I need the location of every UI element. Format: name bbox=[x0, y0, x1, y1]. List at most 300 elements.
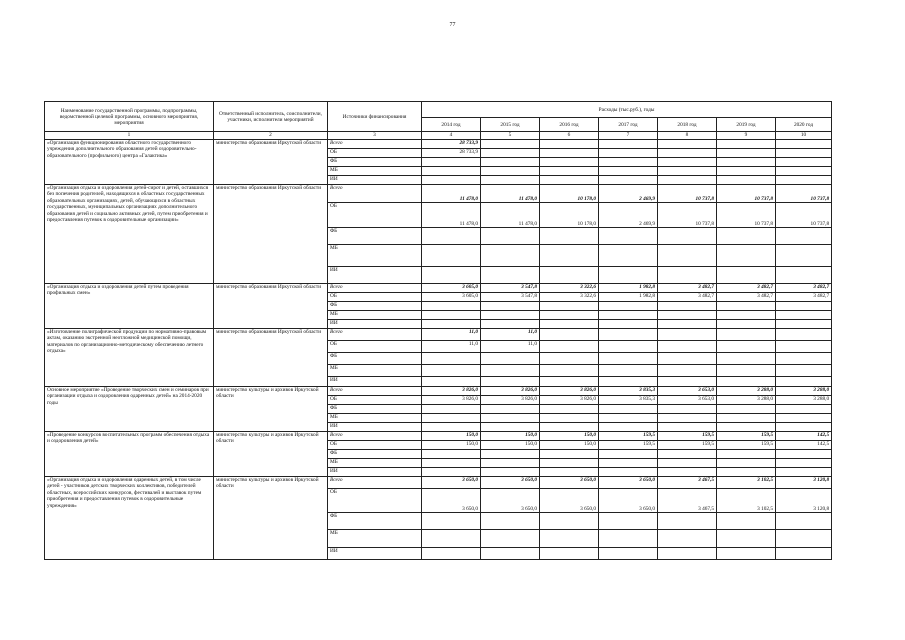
empty-value-cell bbox=[422, 414, 481, 423]
empty-value-cell bbox=[776, 311, 832, 320]
empty-value-cell bbox=[540, 302, 599, 311]
total-value-cell bbox=[776, 329, 832, 341]
ob-value-cell bbox=[599, 341, 658, 353]
funding-source-cell: Всего bbox=[328, 387, 422, 396]
empty-value-cell bbox=[481, 158, 540, 167]
empty-value-cell bbox=[717, 267, 776, 284]
empty-value-cell bbox=[599, 548, 658, 560]
total-value-cell: 3 650,0 bbox=[540, 477, 599, 489]
ob-value-cell: 3 102,5 bbox=[717, 489, 776, 513]
empty-value-cell bbox=[658, 414, 717, 423]
ob-value-cell: 142,5 bbox=[776, 441, 832, 450]
total-value-cell: 3 482,7 bbox=[717, 284, 776, 293]
program-name-cell: «Проведение конкурсов воспитательных программ обеспечения отдыха и оздоровления детей» bbox=[45, 432, 214, 477]
total-value-cell: 3 605,0 bbox=[422, 284, 481, 293]
ob-value-cell bbox=[481, 149, 540, 158]
ob-value-cell: 10 737,8 bbox=[717, 203, 776, 228]
funding-source-cell: ИИ bbox=[328, 267, 422, 284]
funding-source-cell: Всего bbox=[328, 284, 422, 293]
empty-value-cell bbox=[658, 365, 717, 377]
ob-value-cell bbox=[776, 341, 832, 353]
total-value-cell: 3 482,7 bbox=[658, 284, 717, 293]
empty-value-cell bbox=[481, 311, 540, 320]
empty-value-cell bbox=[776, 450, 832, 459]
empty-value-cell bbox=[658, 311, 717, 320]
ob-value-cell: 3 826,0 bbox=[481, 396, 540, 405]
total-value-cell: 150,0 bbox=[540, 432, 599, 441]
empty-value-cell bbox=[658, 530, 717, 548]
ob-value-cell: 3 482,7 bbox=[776, 293, 832, 302]
empty-value-cell bbox=[717, 414, 776, 423]
empty-value-cell bbox=[422, 245, 481, 267]
empty-value-cell bbox=[658, 245, 717, 267]
empty-value-cell bbox=[422, 267, 481, 284]
ob-value-cell: 1 982,8 bbox=[599, 293, 658, 302]
total-value-cell: 3 120,8 bbox=[776, 477, 832, 489]
empty-value-cell bbox=[776, 530, 832, 548]
empty-value-cell bbox=[540, 459, 599, 468]
empty-value-cell bbox=[717, 167, 776, 176]
column-number: 8 bbox=[658, 132, 717, 140]
empty-value-cell bbox=[481, 302, 540, 311]
executor-cell: министерство культуры и архивов Иркутской области bbox=[214, 387, 328, 432]
program-name-cell: Основное мероприятие «Проведение творческих смен и семинаров при организации отдыха и оздоровления одаренных детей» на 2014-2020 годы bbox=[45, 387, 214, 432]
empty-value-cell bbox=[658, 353, 717, 365]
empty-value-cell bbox=[717, 158, 776, 167]
empty-value-cell bbox=[481, 228, 540, 245]
total-value-cell: 3 322,6 bbox=[540, 284, 599, 293]
table-row bbox=[45, 185, 832, 203]
empty-value-cell bbox=[481, 377, 540, 387]
empty-value-cell bbox=[599, 302, 658, 311]
funding-source-cell: ИИ bbox=[328, 176, 422, 185]
total-value-cell: 150,0 bbox=[422, 432, 481, 441]
ob-value-cell: 3 826,0 bbox=[540, 396, 599, 405]
empty-value-cell bbox=[540, 228, 599, 245]
total-value-cell: 2 469,9 bbox=[599, 185, 658, 203]
column-number: 3 bbox=[328, 132, 422, 140]
empty-value-cell bbox=[717, 302, 776, 311]
empty-value-cell bbox=[658, 228, 717, 245]
ob-value-cell: 3 650,0 bbox=[422, 489, 481, 513]
funding-source-cell: ОБ bbox=[328, 441, 422, 450]
header-row bbox=[45, 102, 832, 118]
empty-value-cell bbox=[776, 548, 832, 560]
table-body bbox=[45, 102, 832, 560]
empty-value-cell bbox=[540, 530, 599, 548]
ob-value-cell: 150,0 bbox=[540, 441, 599, 450]
ob-value-cell: 11,0 bbox=[481, 341, 540, 353]
ob-value-cell: 11,0 bbox=[422, 341, 481, 353]
column-number: 6 bbox=[540, 132, 599, 140]
header-year: 2014 год bbox=[422, 118, 481, 132]
table-row bbox=[45, 140, 832, 149]
total-value-cell: 3 288,0 bbox=[776, 387, 832, 396]
funding-source-cell: МБ bbox=[328, 167, 422, 176]
ob-value-cell: 3 605,0 bbox=[422, 293, 481, 302]
funding-source-cell: Всего bbox=[328, 432, 422, 441]
empty-value-cell bbox=[599, 245, 658, 267]
total-value-cell: 150,0 bbox=[481, 432, 540, 441]
empty-value-cell bbox=[599, 320, 658, 329]
empty-value-cell bbox=[599, 158, 658, 167]
ob-value-cell: 150,0 bbox=[481, 441, 540, 450]
ob-value-cell: 3 120,8 bbox=[776, 489, 832, 513]
empty-value-cell bbox=[540, 377, 599, 387]
empty-value-cell bbox=[776, 245, 832, 267]
total-value-cell: 159,5 bbox=[658, 432, 717, 441]
ob-value-cell: 10 737,8 bbox=[776, 203, 832, 228]
empty-value-cell bbox=[776, 267, 832, 284]
total-value-cell: 3 826,0 bbox=[481, 387, 540, 396]
empty-value-cell bbox=[540, 365, 599, 377]
empty-value-cell bbox=[599, 377, 658, 387]
empty-value-cell bbox=[717, 311, 776, 320]
empty-value-cell bbox=[776, 414, 832, 423]
funding-source-cell: МБ bbox=[328, 459, 422, 468]
ob-value-cell: 3 826,0 bbox=[422, 396, 481, 405]
header-year: 2016 год bbox=[540, 118, 599, 132]
program-name-cell: «Организация отдыха и оздоровления детей-сирот и детей, оставшихся без попечения родителей, находящихся в областных государственных образовательных организациях, детей, обучающихся в областных государственных, муниципальных организациях дополнительного образования детей и социально активных детей, путем приобретения и предоставления путевок в оздоровительные организации» bbox=[45, 185, 214, 284]
empty-value-cell bbox=[717, 468, 776, 477]
program-name-cell: «Организация отдыха и оздоровления детей путем проведения профильных смен» bbox=[45, 284, 214, 329]
page-number: 77 bbox=[449, 22, 456, 28]
empty-value-cell bbox=[717, 450, 776, 459]
empty-value-cell bbox=[481, 459, 540, 468]
ob-value-cell: 159,5 bbox=[599, 441, 658, 450]
executor-cell: министерство культуры и архивов Иркутской области bbox=[214, 477, 328, 560]
empty-value-cell bbox=[717, 530, 776, 548]
total-value-cell bbox=[540, 329, 599, 341]
funding-source-cell: ОБ bbox=[328, 396, 422, 405]
empty-value-cell bbox=[717, 459, 776, 468]
total-value-cell bbox=[481, 140, 540, 149]
header-source: Источники финансирования bbox=[328, 102, 422, 132]
empty-value-cell bbox=[422, 405, 481, 414]
ob-value-cell bbox=[540, 149, 599, 158]
empty-value-cell bbox=[422, 450, 481, 459]
table-row bbox=[45, 284, 832, 293]
empty-value-cell bbox=[540, 414, 599, 423]
total-value-cell: 3 288,0 bbox=[717, 387, 776, 396]
ob-value-cell: 3 482,7 bbox=[658, 293, 717, 302]
empty-value-cell bbox=[599, 267, 658, 284]
empty-value-cell bbox=[599, 459, 658, 468]
funding-source-cell: Всего bbox=[328, 329, 422, 341]
total-value-cell: 3 826,0 bbox=[422, 387, 481, 396]
empty-value-cell bbox=[776, 353, 832, 365]
total-value-cell: 11,0 bbox=[422, 329, 481, 341]
empty-value-cell bbox=[540, 450, 599, 459]
empty-value-cell bbox=[481, 176, 540, 185]
empty-value-cell bbox=[422, 302, 481, 311]
ob-value-cell bbox=[717, 341, 776, 353]
empty-value-cell bbox=[540, 158, 599, 167]
total-value-cell: 10 737,8 bbox=[776, 185, 832, 203]
empty-value-cell bbox=[599, 167, 658, 176]
header-program: Наименование государственной программы, подпрограммы, ведомственной целевой программы, основного мероприятия, мероприятия bbox=[45, 102, 214, 132]
empty-value-cell bbox=[540, 167, 599, 176]
empty-value-cell bbox=[540, 405, 599, 414]
header-executor: Ответственный исполнитель, соисполнители, участники, исполнители мероприятий bbox=[214, 102, 328, 132]
funding-source-cell: ФБ bbox=[328, 513, 422, 530]
total-value-cell: 3 835,3 bbox=[599, 387, 658, 396]
total-value-cell bbox=[776, 140, 832, 149]
total-value-cell: 28 733,9 bbox=[422, 140, 481, 149]
empty-value-cell bbox=[599, 365, 658, 377]
funding-source-cell: ОБ bbox=[328, 149, 422, 158]
empty-value-cell bbox=[481, 513, 540, 530]
empty-value-cell bbox=[422, 158, 481, 167]
total-value-cell: 11 478,0 bbox=[481, 185, 540, 203]
header-year: 2018 год bbox=[658, 118, 717, 132]
header-year: 2020 год bbox=[776, 118, 832, 132]
empty-value-cell bbox=[481, 245, 540, 267]
budget-table bbox=[44, 101, 832, 560]
empty-value-cell bbox=[776, 365, 832, 377]
executor-cell: министерство образования Иркутской области bbox=[214, 284, 328, 329]
table-row bbox=[45, 329, 832, 341]
empty-value-cell bbox=[776, 302, 832, 311]
funding-source-cell: ФБ bbox=[328, 228, 422, 245]
empty-value-cell bbox=[540, 548, 599, 560]
funding-source-cell: ОБ bbox=[328, 203, 422, 228]
funding-source-cell: ИИ bbox=[328, 548, 422, 560]
empty-value-cell bbox=[599, 450, 658, 459]
ob-value-cell: 10 178,0 bbox=[540, 203, 599, 228]
empty-value-cell bbox=[540, 353, 599, 365]
funding-source-cell: МБ bbox=[328, 530, 422, 548]
total-value-cell bbox=[658, 140, 717, 149]
empty-value-cell bbox=[717, 423, 776, 432]
executor-cell: министерство образования Иркутской области bbox=[214, 329, 328, 387]
empty-value-cell bbox=[776, 228, 832, 245]
total-value-cell: 10 737,8 bbox=[717, 185, 776, 203]
total-value-cell bbox=[658, 329, 717, 341]
table-row bbox=[45, 477, 832, 489]
total-value-cell: 3 653,0 bbox=[658, 387, 717, 396]
total-value-cell: 159,5 bbox=[599, 432, 658, 441]
empty-value-cell bbox=[422, 377, 481, 387]
empty-value-cell bbox=[658, 450, 717, 459]
total-value-cell: 3 467,5 bbox=[658, 477, 717, 489]
program-name-cell: «Организация функционирования областного государственного учреждения дополнительного образования детей оздоровительно-образовательного (профильного) центра «Галактика» bbox=[45, 140, 214, 185]
ob-value-cell bbox=[658, 149, 717, 158]
empty-value-cell bbox=[658, 513, 717, 530]
funding-source-cell: ОБ bbox=[328, 489, 422, 513]
empty-value-cell bbox=[776, 176, 832, 185]
empty-value-cell bbox=[422, 459, 481, 468]
header-year: 2017 год bbox=[599, 118, 658, 132]
empty-value-cell bbox=[422, 365, 481, 377]
column-number: 1 bbox=[45, 132, 214, 140]
empty-value-cell bbox=[599, 228, 658, 245]
funding-source-cell: ИИ bbox=[328, 423, 422, 432]
empty-value-cell bbox=[599, 530, 658, 548]
empty-value-cell bbox=[422, 530, 481, 548]
ob-value-cell: 159,5 bbox=[658, 441, 717, 450]
empty-value-cell bbox=[481, 414, 540, 423]
empty-value-cell bbox=[717, 513, 776, 530]
empty-value-cell bbox=[481, 167, 540, 176]
column-number: 7 bbox=[599, 132, 658, 140]
funding-source-cell: Всего bbox=[328, 477, 422, 489]
empty-value-cell bbox=[540, 176, 599, 185]
empty-value-cell bbox=[717, 228, 776, 245]
total-value-cell: 10 737,8 bbox=[658, 185, 717, 203]
empty-value-cell bbox=[540, 320, 599, 329]
empty-value-cell bbox=[658, 267, 717, 284]
ob-value-cell: 3 322,6 bbox=[540, 293, 599, 302]
funding-source-cell: ИИ bbox=[328, 377, 422, 387]
empty-value-cell bbox=[776, 167, 832, 176]
empty-value-cell bbox=[599, 423, 658, 432]
funding-source-cell: МБ bbox=[328, 414, 422, 423]
table-row bbox=[45, 387, 832, 396]
executor-cell: министерство образования Иркутской области bbox=[214, 140, 328, 185]
empty-value-cell bbox=[717, 377, 776, 387]
funding-source-cell: ФБ bbox=[328, 302, 422, 311]
empty-value-cell bbox=[599, 311, 658, 320]
empty-value-cell bbox=[658, 167, 717, 176]
funding-source-cell: МБ bbox=[328, 365, 422, 377]
funding-source-cell: ФБ bbox=[328, 158, 422, 167]
ob-value-cell: 3 288,0 bbox=[776, 396, 832, 405]
empty-value-cell bbox=[540, 513, 599, 530]
empty-value-cell bbox=[776, 405, 832, 414]
ob-value-cell bbox=[658, 341, 717, 353]
ob-value-cell bbox=[776, 149, 832, 158]
total-value-cell: 1 982,8 bbox=[599, 284, 658, 293]
empty-value-cell bbox=[481, 320, 540, 329]
empty-value-cell bbox=[422, 320, 481, 329]
empty-value-cell bbox=[599, 414, 658, 423]
table-row bbox=[45, 432, 832, 441]
empty-value-cell bbox=[717, 405, 776, 414]
funding-source-cell: ИИ bbox=[328, 320, 422, 329]
ob-value-cell: 11 478,0 bbox=[481, 203, 540, 228]
empty-value-cell bbox=[422, 176, 481, 185]
ob-value-cell: 3 650,0 bbox=[481, 489, 540, 513]
ob-value-cell: 3 547,8 bbox=[481, 293, 540, 302]
ob-value-cell: 3 653,0 bbox=[658, 396, 717, 405]
executor-cell: министерство образования Иркутской области bbox=[214, 185, 328, 284]
empty-value-cell bbox=[599, 405, 658, 414]
empty-value-cell bbox=[658, 377, 717, 387]
empty-value-cell bbox=[658, 423, 717, 432]
funding-source-cell: ОБ bbox=[328, 341, 422, 353]
empty-value-cell bbox=[540, 468, 599, 477]
ob-value-cell: 28 733,9 bbox=[422, 149, 481, 158]
total-value-cell bbox=[717, 329, 776, 341]
total-value-cell: 142,5 bbox=[776, 432, 832, 441]
total-value-cell: 3 482,7 bbox=[776, 284, 832, 293]
empty-value-cell bbox=[658, 158, 717, 167]
empty-value-cell bbox=[776, 158, 832, 167]
ob-value-cell: 150,0 bbox=[422, 441, 481, 450]
ob-value-cell bbox=[540, 341, 599, 353]
total-value-cell: 3 826,0 bbox=[540, 387, 599, 396]
funding-source-cell: ФБ bbox=[328, 353, 422, 365]
column-number: 5 bbox=[481, 132, 540, 140]
empty-value-cell bbox=[599, 468, 658, 477]
column-number: 9 bbox=[717, 132, 776, 140]
empty-value-cell bbox=[776, 513, 832, 530]
total-value-cell: 3 650,0 bbox=[599, 477, 658, 489]
ob-value-cell: 3 650,0 bbox=[599, 489, 658, 513]
column-number: 2 bbox=[214, 132, 328, 140]
empty-value-cell bbox=[717, 245, 776, 267]
empty-value-cell bbox=[776, 377, 832, 387]
empty-value-cell bbox=[422, 548, 481, 560]
empty-value-cell bbox=[540, 423, 599, 432]
empty-value-cell bbox=[658, 302, 717, 311]
funding-source-cell: МБ bbox=[328, 245, 422, 267]
empty-value-cell bbox=[481, 530, 540, 548]
ob-value-cell: 3 835,3 bbox=[599, 396, 658, 405]
empty-value-cell bbox=[481, 267, 540, 284]
empty-value-cell bbox=[481, 423, 540, 432]
funding-source-cell: ФБ bbox=[328, 450, 422, 459]
empty-value-cell bbox=[658, 459, 717, 468]
empty-value-cell bbox=[776, 320, 832, 329]
funding-source-cell: Всего bbox=[328, 185, 422, 203]
ob-value-cell bbox=[717, 149, 776, 158]
empty-value-cell bbox=[481, 365, 540, 377]
empty-value-cell bbox=[422, 353, 481, 365]
empty-value-cell bbox=[658, 405, 717, 414]
empty-value-cell bbox=[776, 468, 832, 477]
ob-value-cell: 3 467,5 bbox=[658, 489, 717, 513]
total-value-cell: 3 650,0 bbox=[422, 477, 481, 489]
program-name-cell: «Организация отдыха и оздоровления одаренных детей, в том числе детей - участников детских творческих коллективов, победителей областных, всероссийских конкурсов, фестивалей и выставок путем приобретения и предоставления путевок в оздоровительные учреждения» bbox=[45, 477, 214, 560]
empty-value-cell bbox=[540, 267, 599, 284]
funding-source-cell: МБ bbox=[328, 311, 422, 320]
empty-value-cell bbox=[717, 320, 776, 329]
empty-value-cell bbox=[717, 365, 776, 377]
total-value-cell: 3 650,0 bbox=[481, 477, 540, 489]
ob-value-cell: 11 478,0 bbox=[422, 203, 481, 228]
total-value-cell bbox=[599, 329, 658, 341]
ob-value-cell: 2 469,9 bbox=[599, 203, 658, 228]
empty-value-cell bbox=[422, 468, 481, 477]
column-number-row bbox=[45, 132, 832, 140]
empty-value-cell bbox=[658, 320, 717, 329]
empty-value-cell bbox=[776, 459, 832, 468]
empty-value-cell bbox=[717, 548, 776, 560]
ob-value-cell: 10 737,8 bbox=[658, 203, 717, 228]
empty-value-cell bbox=[599, 513, 658, 530]
total-value-cell: 11 478,0 bbox=[422, 185, 481, 203]
empty-value-cell bbox=[422, 228, 481, 245]
empty-value-cell bbox=[658, 468, 717, 477]
total-value-cell: 10 178,0 bbox=[540, 185, 599, 203]
program-name-cell: «Изготовление полиграфической продукции по нормативно-правовым актам, оказанию экстренной неотложной медицинской помощи, материалов по организационно-методическому обеспечению летнего отдыха» bbox=[45, 329, 214, 387]
total-value-cell bbox=[599, 140, 658, 149]
empty-value-cell bbox=[422, 311, 481, 320]
ob-value-cell: 3 482,7 bbox=[717, 293, 776, 302]
empty-value-cell bbox=[481, 353, 540, 365]
empty-value-cell bbox=[776, 423, 832, 432]
header-expenses: Расходы (тыс.руб.), годы bbox=[422, 102, 832, 118]
total-value-cell: 3 547,8 bbox=[481, 284, 540, 293]
empty-value-cell bbox=[717, 176, 776, 185]
total-value-cell bbox=[717, 140, 776, 149]
empty-value-cell bbox=[599, 176, 658, 185]
funding-source-cell: Всего bbox=[328, 140, 422, 149]
header-year: 2019 год bbox=[717, 118, 776, 132]
total-value-cell: 11,0 bbox=[481, 329, 540, 341]
